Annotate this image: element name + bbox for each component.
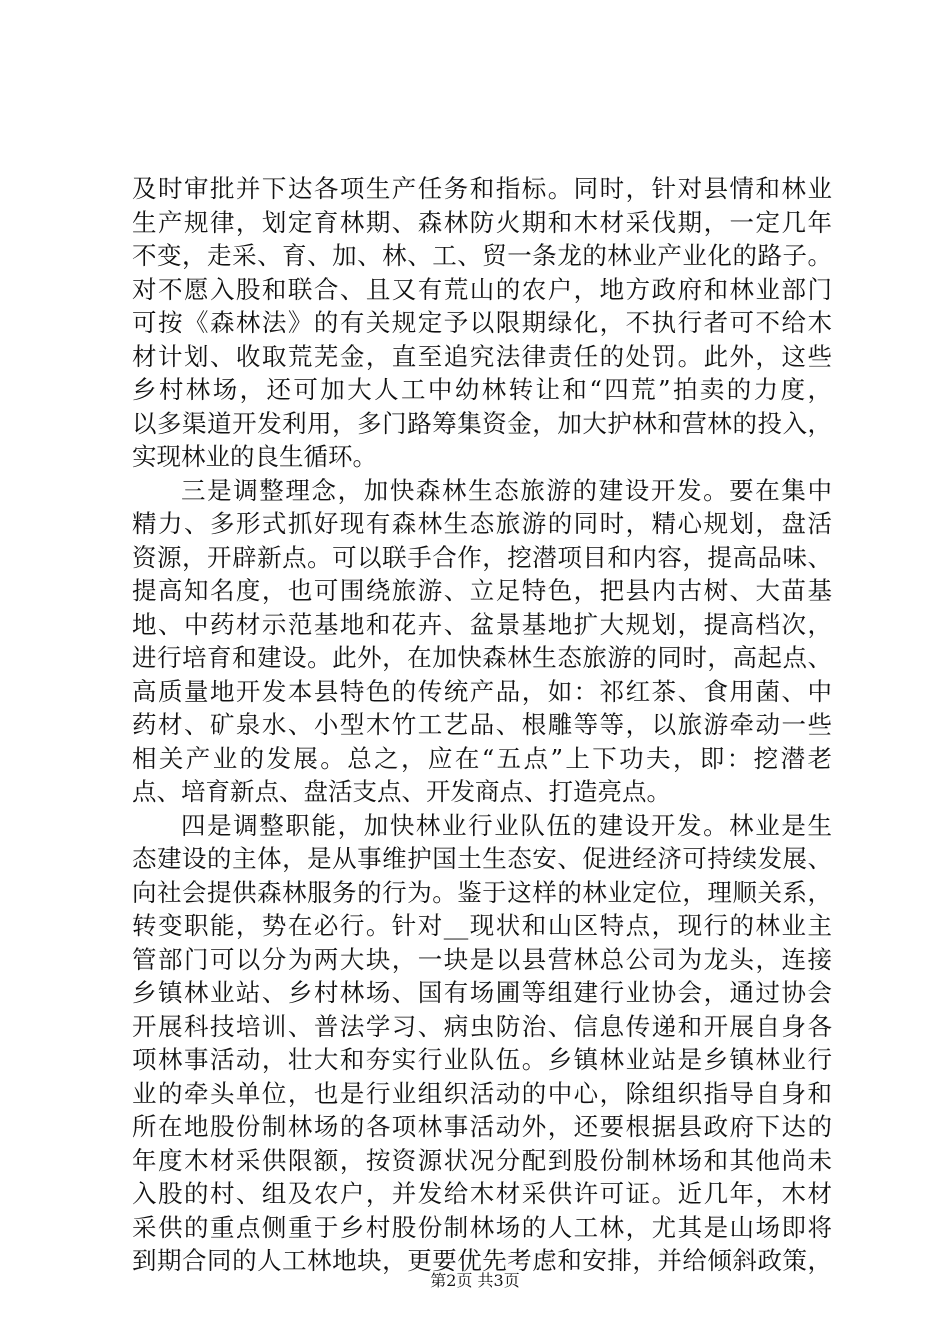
text-line: 不变，走采、育、加、林、工、贸一条龙的林业产业化的路子。 <box>132 241 832 270</box>
text-line: 业的牵头单位，也是行业组织活动的中心，除组织指导自身和 <box>132 1078 832 1108</box>
paragraph-start-line: 三是调整理念，加快森林生态旅游的建设开发。要在集中 <box>181 475 832 505</box>
text-line: 乡村林场，还可加大人工中幼林转让和“四荒”拍卖的力度， <box>132 375 832 404</box>
text-line: 材计划、收取荒芜金，直至追究法律责任的处罚。此外，这些 <box>132 341 832 371</box>
text-line: 提高知名度，也可围绕旅游、立足特色，把县内古树、大苗基 <box>132 576 832 605</box>
document-body <box>132 172 832 1278</box>
text-line: 可按《森林法》的有关规定予以限期绿化，不执行者可不给木 <box>132 308 832 337</box>
text-line: 年度木材采供限额，按资源状况分配到股份制林场和其他尚未 <box>132 1145 832 1175</box>
text-line: 进行培育和建设。此外，在加快森林生态旅游的同时，高起点、 <box>132 643 832 672</box>
text-line: 转变职能，势在必行。针对__现状和山区特点，现行的林业主 <box>132 911 832 940</box>
paragraph-start-line: 四是调整职能，加快林业行业队伍的建设开发。林业是生 <box>181 810 832 840</box>
text-line: 到期合同的人工林地块，更要优先考虑和安排，并给倾斜政策， <box>132 1246 832 1275</box>
text-line: 开展科技培训、普法学习、病虫防治、信息传递和开展自身各 <box>132 1011 832 1041</box>
text-line: 点、培育新点、盘活支点、开发商点、打造亮点。 <box>132 777 671 806</box>
text-line: 高质量地开发本县特色的传统产品，如：祁红茶、食用菌、中 <box>132 676 832 706</box>
text-line: 乡镇林业站、乡村林场、国有场圃等组建行业协会，通过协会 <box>132 978 832 1007</box>
text-line: 及时审批并下达各项生产任务和指标。同时，针对县情和林业 <box>132 174 832 203</box>
text-line: 入股的村、组及农户，并发给木材采供许可证。近几年，木材 <box>132 1179 832 1208</box>
text-line: 地、中药材示范基地和花卉、盆景基地扩大规划，提高档次， <box>132 609 832 639</box>
text-line: 态建设的主体，是从事维护国土生态安、促进经济可持续发展、 <box>132 844 832 873</box>
text-line: 对不愿入股和联合、且又有荒山的农户，地方政府和林业部门 <box>132 274 832 304</box>
text-line: 生产规律，划定育林期、森林防火期和木材采伐期，一定几年 <box>132 207 832 237</box>
text-line: 管部门可以分为两大块，一块是以县营林总公司为龙头，连接 <box>132 944 832 974</box>
page-number-footer: 第2页 共3页 <box>430 1271 520 1290</box>
text-line: 以多渠道开发利用，多门路筹集资金，加大护林和营林的投入， <box>132 408 832 438</box>
text-line: 相关产业的发展。总之，应在“五点”上下功夫，即：挖潜老 <box>132 743 832 773</box>
text-line: 所在地股份制林场的各项林事活动外，还要根据县政府下达的 <box>132 1112 832 1141</box>
text-line: 资源，开辟新点。可以联手合作，挖潜项目和内容，提高品味、 <box>132 542 832 572</box>
text-line: 药材、矿泉水、小型木竹工艺品、根雕等等，以旅游牵动一些 <box>132 710 832 739</box>
text-line: 精力、多形式抓好现有森林生态旅游的同时，精心规划，盘活 <box>132 509 832 538</box>
text-line: 采供的重点侧重于乡村股份制林场的人工林，尤其是山场即将 <box>132 1212 832 1242</box>
text-line: 向社会提供森林服务的行为。鉴于这样的林业定位，理顺关系， <box>132 877 832 907</box>
text-line: 项林事活动，壮大和夯实行业队伍。乡镇林业站是乡镇林业行 <box>132 1045 832 1074</box>
text-line: 实现林业的良生循环。 <box>132 442 377 471</box>
